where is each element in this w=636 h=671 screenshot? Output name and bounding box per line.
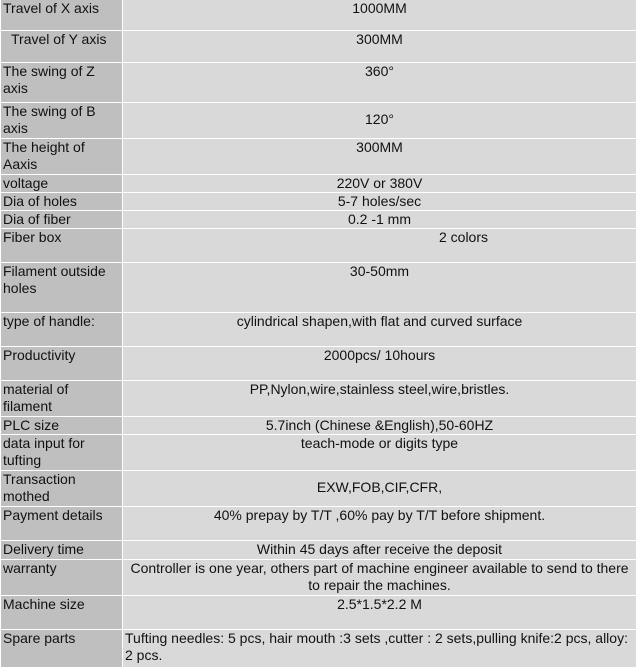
table-row: [1, 139, 636, 175]
row-value: Within 45 days after receive the deposit: [123, 541, 636, 560]
table-row: [1, 417, 636, 435]
table-row: [1, 471, 636, 507]
row-value: PP,Nylon,wire,stainless steel,wire,bristles.: [123, 381, 636, 417]
table-row: [1, 541, 636, 560]
row-label: The swing of B axis: [1, 103, 123, 139]
row-value: 2.5*1.5*2.2 M: [123, 596, 636, 630]
table-row: [1, 435, 636, 471]
table-row: [1, 347, 636, 381]
row-label: material of filament: [1, 381, 123, 417]
table-row: [1, 175, 636, 193]
row-label: Travel of Y axis: [1, 31, 123, 63]
row-label: The swing of Z axis: [1, 63, 123, 103]
row-value: teach-mode or digits type: [123, 435, 636, 471]
row-value: 1000MM: [123, 0, 636, 31]
row-label: Filament outside holes: [1, 263, 123, 313]
row-label: PLC size: [1, 417, 123, 435]
table-row: [1, 193, 636, 211]
row-value: 5-7 holes/sec: [123, 193, 636, 211]
table-row: [1, 381, 636, 417]
row-label: Machine size: [1, 596, 123, 630]
table-row: [1, 507, 636, 541]
row-label: data input for tufting: [1, 435, 123, 471]
row-label: Delivery time: [1, 541, 123, 560]
table-row: [1, 630, 636, 668]
row-label: Productivity: [1, 347, 123, 381]
row-value: 2 colors: [123, 229, 636, 263]
row-label: Travel of X axis: [1, 0, 123, 31]
row-value: Controller is one year, others part of machine engineer available to send to there to repair the machines.: [123, 560, 636, 596]
table-row: [1, 560, 636, 596]
row-value: 5.7inch (Chinese &English),50-60HZ: [123, 417, 636, 435]
row-value: 300MM: [123, 139, 636, 175]
table-row: [1, 313, 636, 347]
row-value: EXW,FOB,CIF,CFR,: [123, 471, 636, 507]
row-label: type of handle:: [1, 313, 123, 347]
row-label: Dia of holes: [1, 193, 123, 211]
row-value: 0.2 -1 mm: [123, 211, 636, 229]
row-value: 30-50mm: [123, 263, 636, 313]
row-value: 360°: [123, 63, 636, 103]
row-label: voltage: [1, 175, 123, 193]
row-value: 300MM: [123, 31, 636, 63]
row-label: Spare parts: [1, 630, 123, 668]
row-value: 220V or 380V: [123, 175, 636, 193]
table-row: [1, 263, 636, 313]
row-value: cylindrical shapen,with flat and curved surface: [123, 313, 636, 347]
row-label: Dia of fiber: [1, 211, 123, 229]
row-value: 120°: [123, 103, 636, 139]
row-label: Payment details: [1, 507, 123, 541]
row-label: warranty: [1, 560, 123, 596]
row-value: 40% prepay by T/T ,60% pay by T/T before shipment.: [123, 507, 636, 541]
table-row: [1, 0, 636, 31]
table-row: [1, 211, 636, 229]
table-row: [1, 596, 636, 630]
table-row: [1, 63, 636, 103]
row-value: Tufting needles: 5 pcs, hair mouth :3 sets ,cutter : 2 sets,pulling knife:2 pcs, alloy: 2 pcs.: [123, 630, 636, 668]
table-row: [1, 31, 636, 63]
row-value: 2000pcs/ 10hours: [123, 347, 636, 381]
row-label: Fiber box: [1, 229, 123, 263]
row-label: Transaction mothed: [1, 471, 123, 507]
table-row: [1, 229, 636, 263]
table-row: [1, 103, 636, 139]
row-label: The height of Aaxis: [1, 139, 123, 175]
